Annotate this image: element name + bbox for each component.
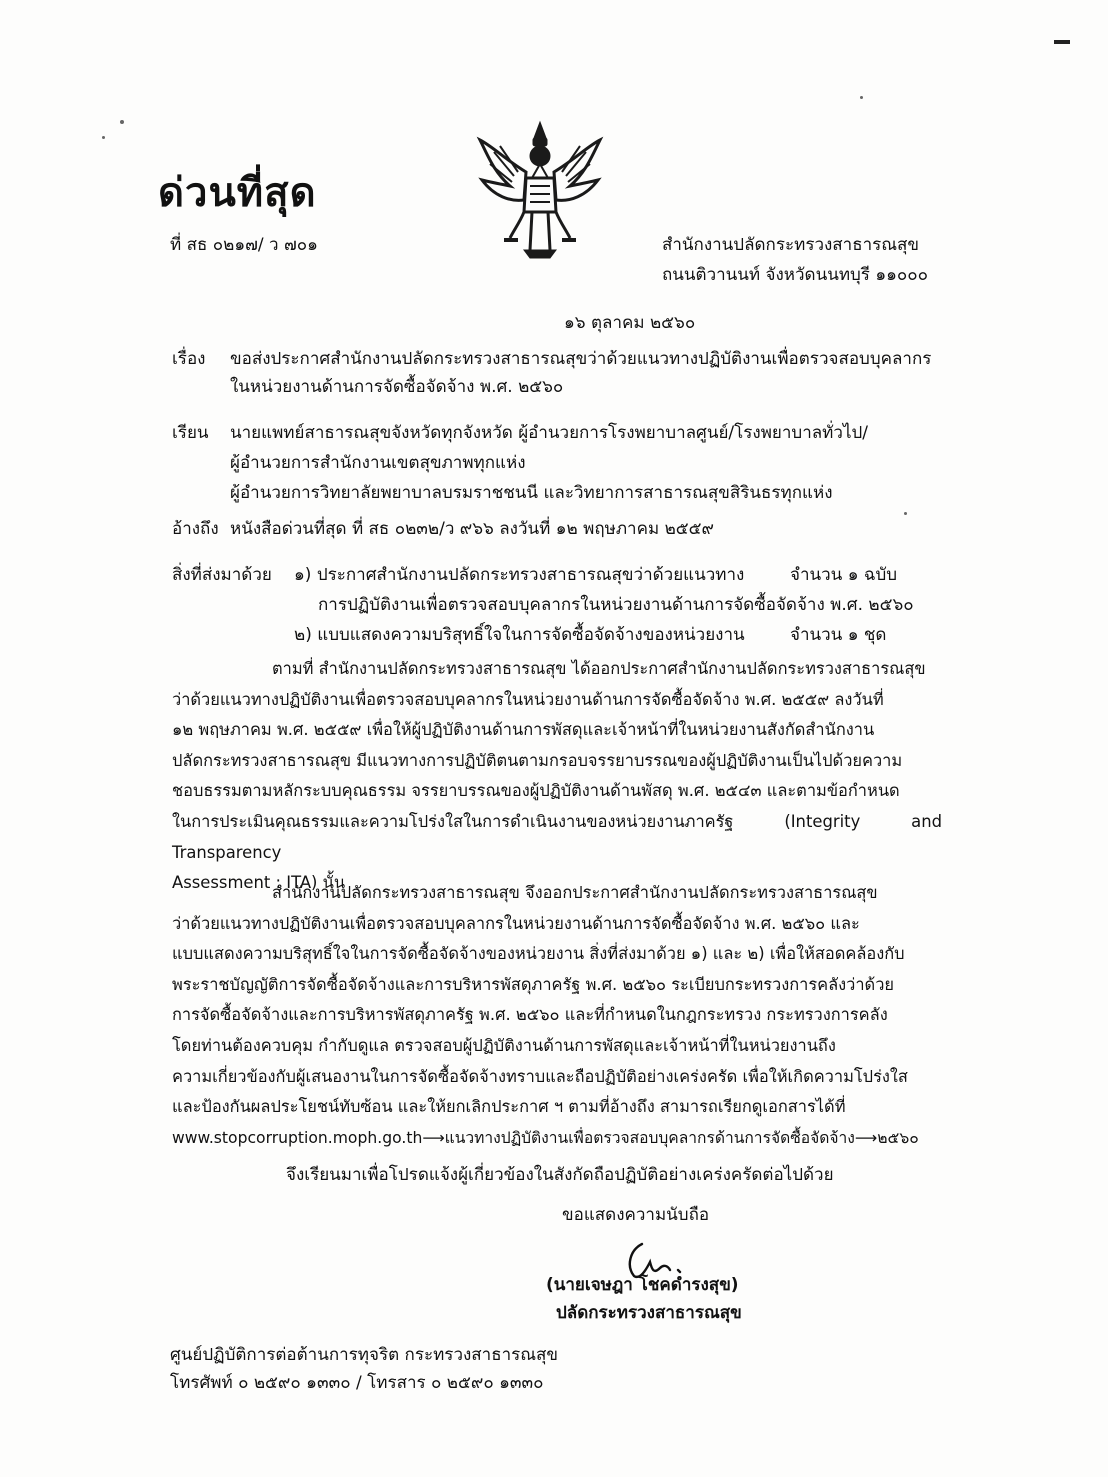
signer-name: (นายเจษฎา โชคดำรงสุข) <box>546 1275 739 1295</box>
scan-speck <box>102 136 105 139</box>
body-line: โดยท่านต้องควบคุม กำกับดูแล ตรวจสอบผู้ปฏิบัติงานด้านการพัสดุและเจ้าหน้าที่ในหน่วยงานถึง <box>172 1035 836 1055</box>
recipient-line: ผู้อำนวยการวิทยาลัยพยาบาลบรมราชชนนี และวิทยาการสาธารณสุขสิรินธรทุกแห่ง <box>230 483 833 503</box>
scan-speck <box>120 120 124 124</box>
urgency-stamp: ด่วนที่สุด <box>158 170 317 216</box>
body-line: การจัดซื้อจัดจ้างและการบริหารพัสดุภาครัฐ พ.ศ. ๒๕๖๐ และที่กำหนดในกฎกระทรวง กระทรวงการคลัง <box>172 1005 888 1025</box>
body-paragraph-2 <box>172 878 942 1153</box>
body-line-url: www.stopcorruption.moph.go.th⟶แนวทางปฏิบัติงานเพื่อตรวจสอบบุคลากรด้านการจัดซื้อจัดจ้าง⟶๒๕๖๐ <box>172 1128 919 1147</box>
scan-speck <box>860 96 863 99</box>
document-number: ที่ สธ ๐๒๑๗/ ว ๗๐๑ <box>170 235 318 255</box>
footer-contact: โทรศัพท์ ๐ ๒๕๙๐ ๑๓๓๐ / โทรสาร ๐ ๒๕๙๐ ๑๓๓๐ <box>170 1373 544 1393</box>
body-line: ว่าด้วยแนวทางปฏิบัติงานเพื่อตรวจสอบบุคลากรในหน่วยงานด้านการจัดซื้อจัดจ้าง พ.ศ. ๒๕๕๙ ลงวันที่ <box>172 689 884 709</box>
enclosures-label: สิ่งที่ส่งมาด้วย <box>172 565 272 585</box>
body-line: ตามที่ สำนักงานปลัดกระทรวงสาธารณสุข ได้ออกประกาศสำนักงานปลัดกระทรวงสาธารณสุข <box>272 659 926 678</box>
scan-edge-mark <box>1054 40 1070 44</box>
recipient-label: เรียน <box>172 423 209 443</box>
enclosure-qty: จำนวน ๑ ฉบับ <box>790 565 898 585</box>
enclosure-item: ๒) แบบแสดงความบริสุทธิ์ใจในการจัดซื้อจัดจ้างของหน่วยงาน <box>294 625 745 645</box>
body-line: พระราชบัญญัติการจัดซื้อจัดจ้างและการบริหารพัสดุภาครัฐ พ.ศ. ๒๕๖๐ ระเบียบกระทรวงการคลังว่าด้วย <box>172 974 895 994</box>
body-line: ว่าด้วยแนวทางปฏิบัติงานเพื่อตรวจสอบบุคลากรในหน่วยงานด้านการจัดซื้อจัดจ้าง พ.ศ. ๒๕๖๐ และ <box>172 913 860 933</box>
recipient-line: ผู้อำนวยการสำนักงานเขตสุขภาพทุกแห่ง <box>230 453 526 473</box>
scan-speck <box>904 512 907 515</box>
body-line: Assessment : ITA) นั้น <box>172 873 346 893</box>
salutation: ขอแสดงความนับถือ <box>562 1205 710 1225</box>
enclosure-qty: จำนวน ๑ ชุด <box>790 625 887 645</box>
letter-date: ๑๖ ตุลาคม ๒๕๖๐ <box>564 313 696 333</box>
closing-request: จึงเรียนมาเพื่อโปรดแจ้งผู้เกี่ยวข้องในสังกัดถือปฏิบัติอย่างเคร่งครัดต่อไปด้วย <box>286 1165 834 1185</box>
recipient-line: นายแพทย์สาธารณสุขจังหวัดทุกจังหวัด ผู้อำนวยการโรงพยาบาลศูนย์/โรงพยาบาลทั่วไป/ <box>230 423 869 443</box>
reference-text: หนังสือด่วนที่สุด ที่ สธ ๐๒๓๒/ว ๙๖๖ ลงวันที่ ๑๒ พฤษภาคม ๒๕๕๙ <box>230 519 714 539</box>
body-line: ชอบธรรมตามหลักระบบคุณธรรม จรรยาบรรณของผู้ปฏิบัติงานด้านพัสดุ พ.ศ. ๒๕๔๓ และตามข้อกำหนด <box>172 781 900 801</box>
subject-label: เรื่อง <box>172 349 206 369</box>
body-line: ความเกี่ยวข้องกับผู้เสนองานในการจัดซื้อจัดจ้างทราบและถือปฏิบัติอย่างเคร่งครัด เพื่อให้เกิดความโปร่งใส <box>172 1066 908 1086</box>
body-line: แบบแสดงความบริสุทธิ์ใจในการจัดซื้อจัดจ้างของหน่วยงาน สิ่งที่ส่งมาด้วย ๑) และ ๒) เพื่อให้สอดคล้องกับ <box>172 944 905 964</box>
body-line: ๑๒ พฤษภาคม พ.ศ. ๒๕๕๙ เพื่อให้ผู้ปฏิบัติงานด้านการพัสดุและเจ้าหน้าที่ในหน่วยงานสังกัดสำนักงาน <box>172 720 875 740</box>
body-paragraph-1 <box>172 654 942 899</box>
body-line: ปลัดกระทรวงสาธารณสุข มีแนวทางการปฏิบัติตนตามกรอบจรรยาบรรณของผู้ปฏิบัติงานเป็นไปด้วยความ <box>172 750 903 770</box>
enclosure-item: ๑) ประกาศสำนักงานปลัดกระทรวงสาธารณสุขว่าด้วยแนวทาง <box>294 565 745 585</box>
office-address: ถนนติวานนท์ จังหวัดนนทบุรี ๑๑๐๐๐ <box>662 265 929 285</box>
subject-line: ขอส่งประกาศสำนักงานปลัดกระทรวงสาธารณสุขว่าด้วยแนวทางปฏิบัติงานเพื่อตรวจสอบบุคลากร <box>230 349 932 369</box>
office-name: สำนักงานปลัดกระทรวงสาธารณสุข <box>662 235 920 255</box>
reference-label: อ้างถึง <box>172 519 219 539</box>
enclosure-item: การปฏิบัติงานเพื่อตรวจสอบบุคลากรในหน่วยงานด้านการจัดซื้อจัดจ้าง พ.ศ. ๒๕๖๐ <box>318 595 914 615</box>
garuda-emblem-icon <box>470 116 610 262</box>
subject-line: ในหน่วยงานด้านการจัดซื้อจัดจ้าง พ.ศ. ๒๕๖๐ <box>230 377 564 397</box>
body-line: สำนักงานปลัดกระทรวงสาธารณสุข จึงออกประกาศสำนักงานปลัดกระทรวงสาธารณสุข <box>272 883 878 902</box>
signer-position: ปลัดกระทรวงสาธารณสุข <box>556 1303 742 1323</box>
body-line: ในการประเมินคุณธรรมและความโปร่งใสในการดำเนินงานของหน่วยงานภาครัฐ (Integrity and Transparency <box>172 811 942 862</box>
footer-unit: ศูนย์ปฏิบัติการต่อต้านการทุจริต กระทรวงสาธารณสุข <box>170 1345 559 1365</box>
body-line: และป้องกันผลประโยชน์ทับซ้อน และให้ยกเลิกประกาศ ฯ ตามที่อ้างถึง สามารถเรียกดูเอกสารได้ที่ <box>172 1097 846 1117</box>
